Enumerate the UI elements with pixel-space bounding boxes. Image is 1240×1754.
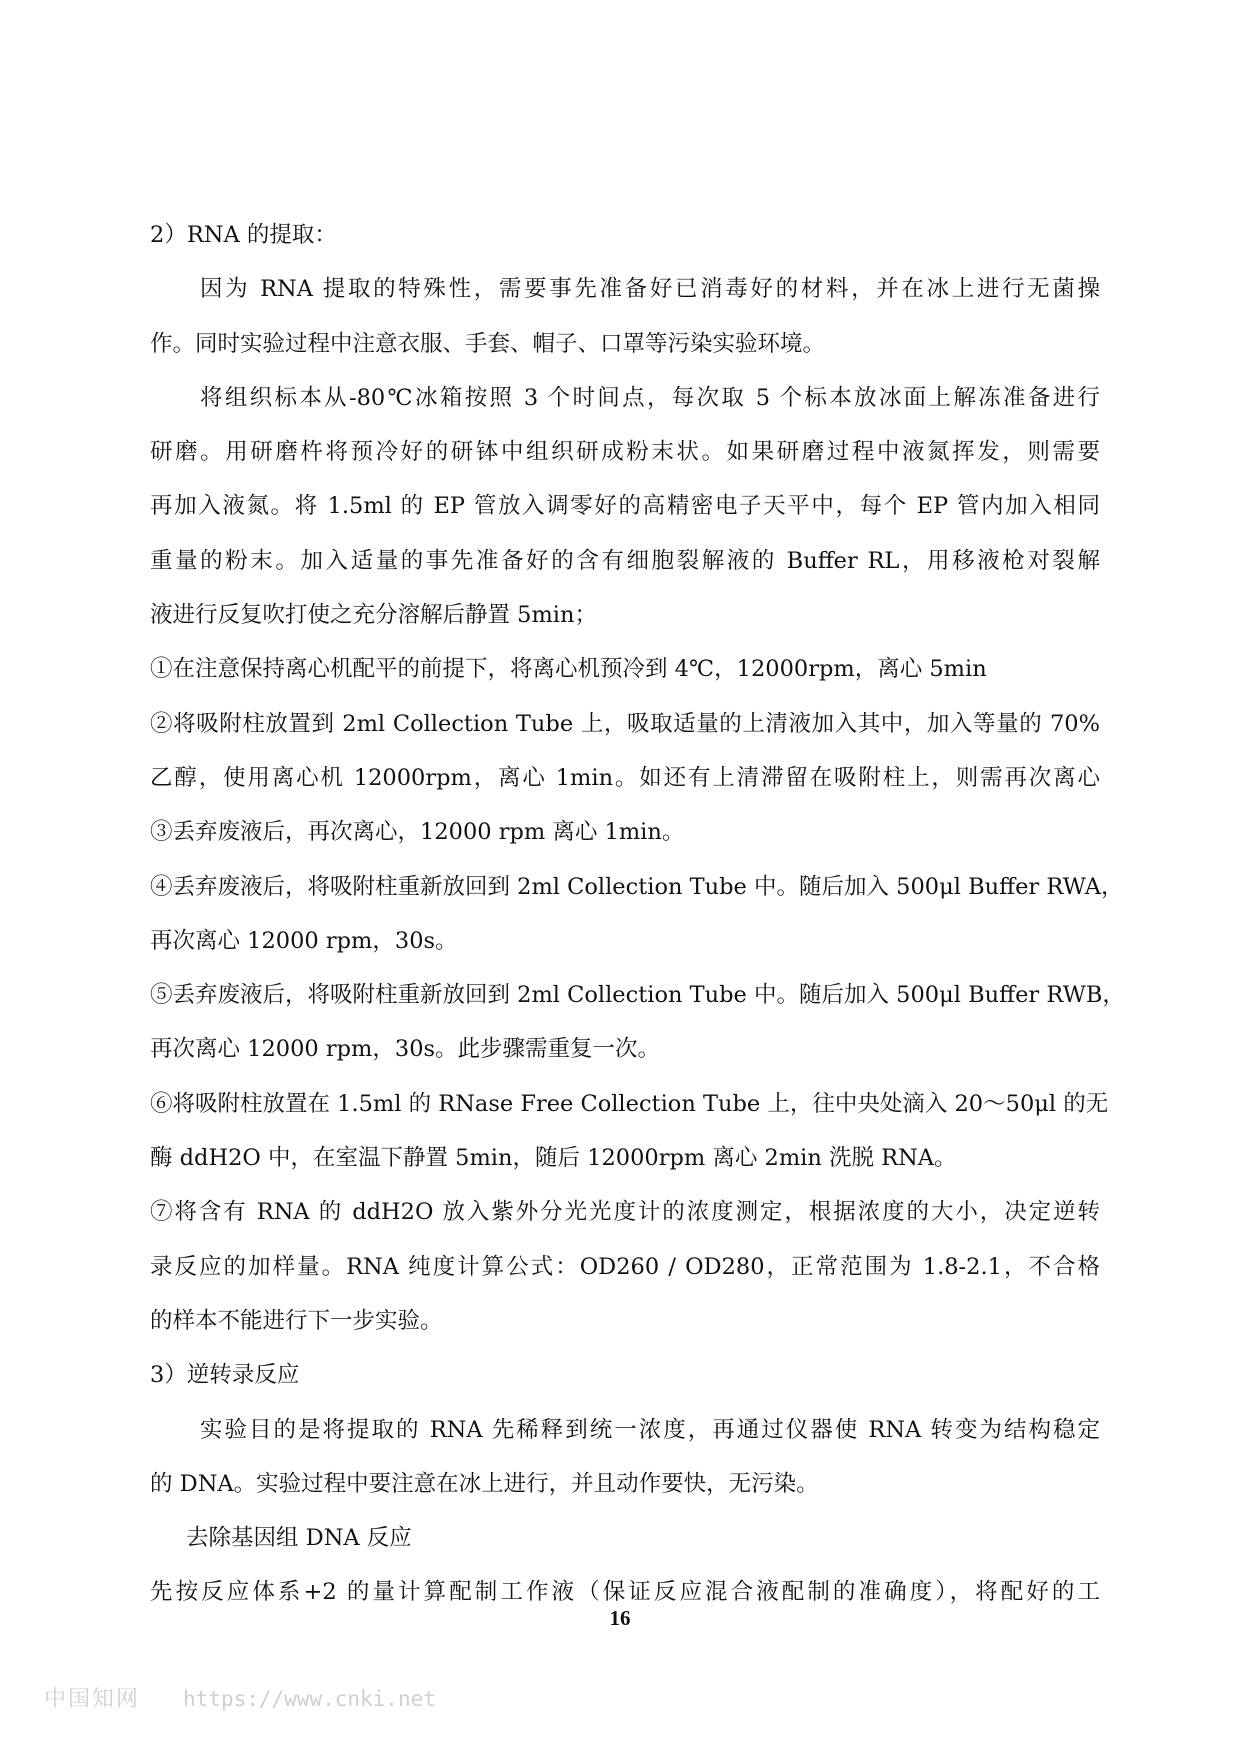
- text-line: 2）RNA 的提取：: [150, 222, 337, 248]
- text-line: ③丢弃废液后，再次离心，12000 rpm 离心 1min。: [150, 819, 685, 846]
- text-line: ⑥将吸附柱放置在 1.5ml 的 RNase Free Collection Tube 上，往中央处滴入 20～50μl 的无: [150, 1090, 1109, 1117]
- text-line: 乙醇，使用离心机 12000rpm，离心 1min。如还有上清滞留在吸附柱上，则需再次离心: [150, 764, 1100, 791]
- document-body: [150, 208, 1125, 1620]
- page-number: 16: [609, 1606, 631, 1630]
- text-line: 的样本不能进行下一步实验。: [150, 1307, 443, 1334]
- text-line: 3）逆转录反应: [150, 1362, 300, 1389]
- text-line: ⑤丢弃废液后，将吸附柱重新放回到 2ml Collection Tube 中。随后加入 500μl Buffer RWB，: [150, 982, 1125, 1009]
- text-line: 液进行反复吹打使之充分溶解后静置 5min；: [150, 602, 597, 629]
- text-line: 先按反应体系+2 的量计算配制工作液（保证反应混合液配制的准确度），将配好的工: [150, 1579, 1100, 1606]
- text-line: 将组织标本从-80℃冰箱按照 3 个时间点，每次取 5 个标本放冰面上解冻准备进行: [200, 384, 1100, 411]
- text-line: 再次离心 12000 rpm，30s。: [150, 927, 458, 954]
- text-line: ②将吸附柱放置到 2ml Collection Tube 上，吸取适量的上清液加入其中，加入等量的 70%: [150, 710, 1100, 737]
- text-line: 的 DNA。实验过程中要注意在冰上进行，并且动作要快，无污染。: [150, 1470, 819, 1497]
- text-line: 去除基因组 DNA 反应: [186, 1525, 412, 1552]
- watermark-url: https://www.cnki.net: [183, 1687, 436, 1711]
- text-line: ⑦将含有 RNA 的 ddH2O 放入紫外分光光度计的浓度测定，根据浓度的大小，决定逆转: [150, 1199, 1100, 1226]
- text-line: ④丢弃废液后，将吸附柱重新放回到 2ml Collection Tube 中。随后加入 500μl Buffer RWA，: [150, 873, 1124, 900]
- text-line: 因为 RNA 提取的特殊性，需要事先准备好已消毒好的材料，并在冰上进行无菌操: [200, 276, 1100, 303]
- text-line: 再加入液氮。将 1.5ml 的 EP 管放入调零好的高精密电子天平中，每个 EP 管内加入相同: [150, 493, 1100, 520]
- text-line: 酶 ddH2O 中，在室温下静置 5min，随后 12000rpm 离心 2min 洗脱 RNA。: [150, 1145, 957, 1172]
- watermark-name: 中国知网: [44, 1687, 141, 1712]
- text-line: 研磨。用研磨杵将预冷好的研钵中组织研成粉末状。如果研磨过程中液氮挥发，则需要: [150, 439, 1100, 466]
- text-line: 录反应的加样量。RNA 纯度计算公式：OD260 / OD280，正常范围为 1.8-2.1，不合格: [150, 1253, 1100, 1280]
- text-line: 再次离心 12000 rpm，30s。此步骤需重复一次。: [150, 1036, 661, 1063]
- text-line: ①在注意保持离心机配平的前提下，将离心机预冷到 4℃，12000rpm，离心 5min: [150, 656, 987, 683]
- text-line: 作。同时实验过程中注意衣服、手套、帽子、口罩等污染实验环境。: [150, 330, 826, 357]
- cnki-watermark: [44, 1682, 436, 1713]
- text-line: 重量的粉末。加入适量的事先准备好的含有细胞裂解液的 Buffer RL，用移液枪对裂解: [150, 547, 1100, 574]
- text-line: 实验目的是将提取的 RNA 先稀释到统一浓度，再通过仪器使 RNA 转变为结构稳定: [200, 1416, 1100, 1443]
